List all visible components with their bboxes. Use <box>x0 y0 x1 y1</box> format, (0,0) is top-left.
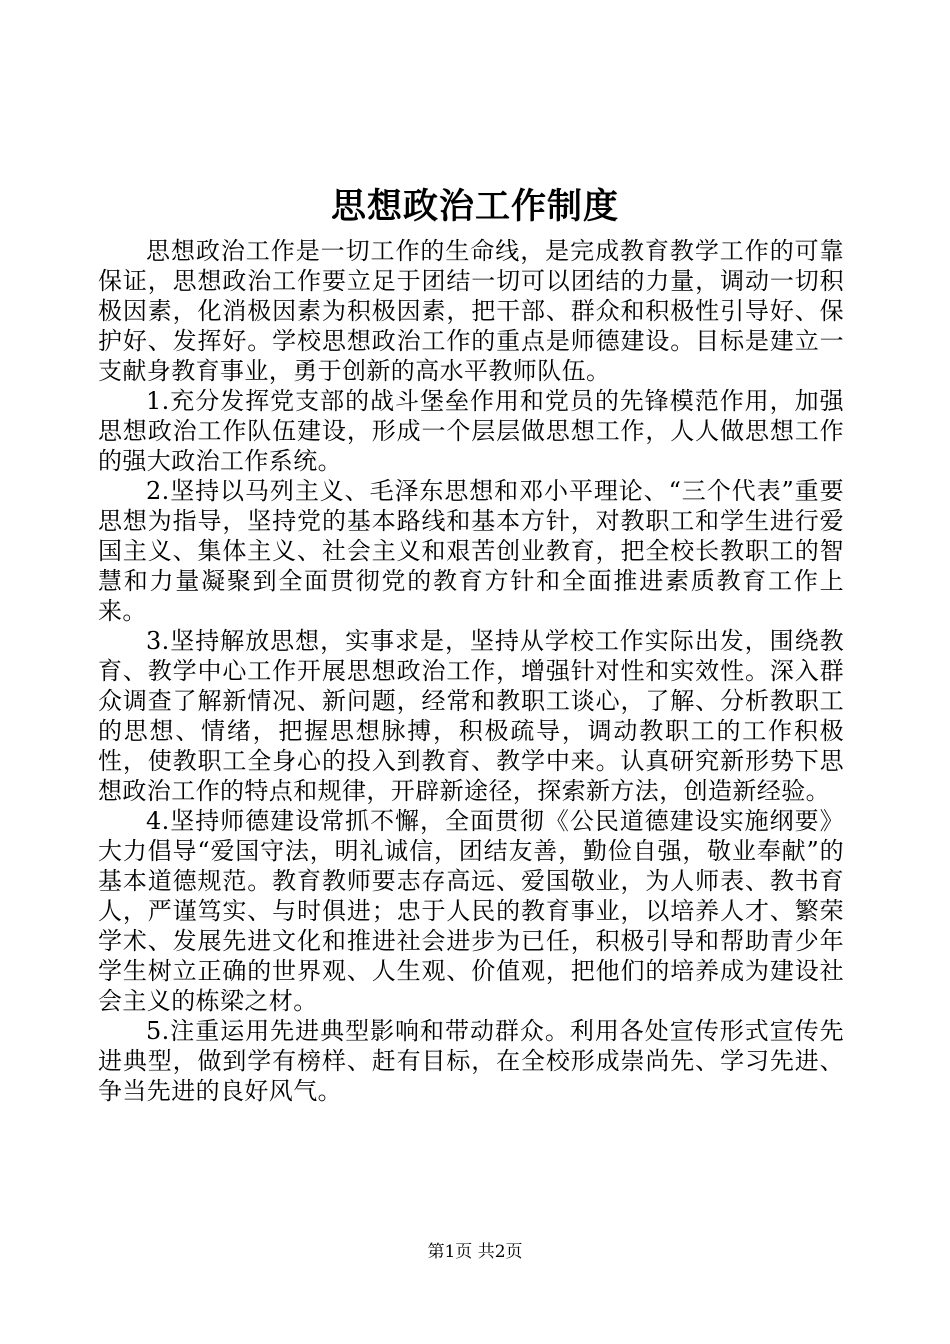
paragraph-item-3: 3.坚持解放思想，实事求是，坚持从学校工作实际出发，围绕教育、教学中心工作开展思想政治工作，增强针对性和实效性。深入群众调查了解新情况、新问题，经常和教职工谈心，了解、分析教职工的思想、情绪，把握思想脉搏，积极疏导，调动教职工的工作积极性，使教职工全身心的投入到教育、教学中来。认真研究新形势下思想政治工作的特点和规律，开辟新途径，探索新方法，创造新经验。 <box>98 627 844 805</box>
paragraph-item-4: 4.坚持师德建设常抓不懈，全面贯彻《公民道德建设实施纲要》大力倡导“爱国守法，明礼诚信，团结友善，勤俭自强，敬业奉献”的基本道德规范。教育教师要志存高远、爱国敬业，为人师表、教书育人，严谨笃实、与时俱进；忠于人民的教育事业，以培养人才、繁荣学术、发展先进文化和推进社会进步为已任，积极引导和帮助青少年学生树立正确的世界观、人生观、价值观，把他们的培养成为建设社会主义的栋梁之材。 <box>98 807 844 1015</box>
paragraph-item-2: 2.坚持以马列主义、毛泽东思想和邓小平理论、“三个代表”重要思想为指导，坚持党的基本路线和基本方针，对教职工和学生进行爱国主义、集体主义、社会主义和艰苦创业教育，把全校长教职工的智慧和力量凝聚到全面贯彻党的教育方针和全面推进素质教育工作上来。 <box>98 477 844 625</box>
document-body <box>98 236 844 1106</box>
page-number-footer: 第1页 共2页 <box>427 1242 523 1262</box>
paragraph-item-1: 1.充分发挥党支部的战斗堡垒作用和党员的先锋模范作用，加强思想政治工作队伍建设，形成一个层层做思想工作，人人做思想工作的强大政治工作系统。 <box>98 387 844 475</box>
paragraph-item-5: 5.注重运用先进典型影响和带动群众。利用各处宣传形式宣传先进典型，做到学有榜样、赶有目标，在全校形成崇尚先、学习先进、争当先进的良好风气。 <box>98 1017 844 1105</box>
paragraph-intro: 思想政治工作是一切工作的生命线，是完成教育教学工作的可靠保证，思想政治工作要立足于团结一切可以团结的力量，调动一切积极因素，化消极因素为积极因素，把干部、群众和积极性引导好、保护好、发挥好。学校思想政治工作的重点是师德建设。目标是建立一支献身教育事业，勇于创新的高水平教师队伍。 <box>98 237 844 385</box>
document-title: 思想政治工作制度 <box>330 186 619 227</box>
